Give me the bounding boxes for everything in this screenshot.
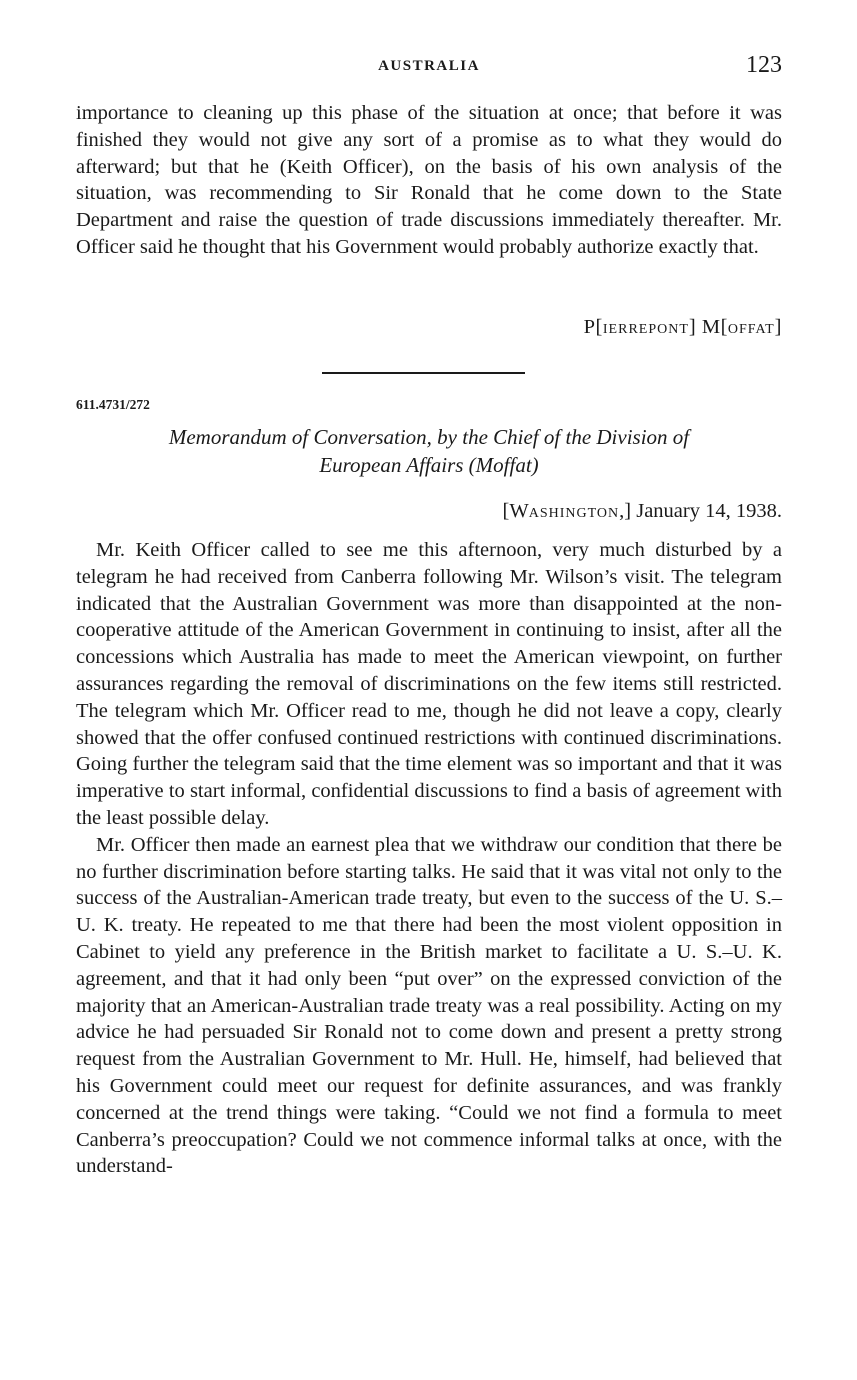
file-number: 611.4731/272 (76, 397, 150, 412)
dateline (503, 500, 782, 523)
document-title (76, 423, 782, 479)
body-paragraph: Mr. Officer then made an earnest plea that we withdraw our condition that there be no further discrimination before starting talks. He said that it was vital not only to the success of the Australian-American trade treaty, but even to the success of the U. S.–U. K. treaty. He repeated to me that there had been the most violent opposition in Cabinet to yield any preference in the British market to facilitate a U. S.–U. K. agreement, and that it had only been “put over” on the expressed conviction of the majority that an American-Australian trade treaty was a real possibility. Acting on my advice he had persuaded Sir Ronald not to come down and present a pretty strong request from the Australian Government to Mr. Hull. He, himself, had believed that his Government could meet our request for definite assurances, and was frankly concerned at the trend things were taking. “Could we not find a formula to meet Canberra’s preoccupation? Could we not commence informal talks at once, with the understand- (76, 833, 782, 1178)
document-title-line: European Affairs (Moffat) (319, 453, 539, 477)
dateline-suffix: ,] January 14, 1938. (619, 500, 782, 522)
intro-paragraph-block (76, 100, 782, 261)
body-paragraph: Mr. Keith Officer called to see me this afternoon, very much disturbed by a telegram he had received from Canberra following Mr. Wilson’s visit. The telegram indicated that the Australian Government was more than disappointed at the non-cooperative attitude of the American Government in continuing to insist, after all the concessions which Australia has made to meet the American viewpoint, on further assurances regarding the removal of discriminations on the few items still restricted. The telegram which Mr. Officer read to me, though he did not leave a copy, clearly showed that the offer confused continued restrictions with continued discriminations. Going further the telegram said that the time element was so important and that it was imperative to start informal, confidential discussions to find a basis of agreement with the least possible delay. (76, 539, 782, 829)
signature-part: ] (774, 316, 782, 338)
signature-smallcaps: IERREPONT (602, 322, 689, 337)
running-title: AUSTRALIA (378, 58, 480, 74)
intro-paragraph: importance to cleaning up this phase of the situation at once; that before it was finished they would not give any sort of a promise as to what they would do afterward; but that he (Keith Officer), on the basis of his own analysis of the situation, was recommending to Sir Ronald that he come down to the State Department and raise the question of trade discussions immediately thereafter. Mr. Officer said he thought that his Government would probably authorize exactly that. (76, 102, 782, 258)
page-number: 123 (746, 52, 782, 78)
document-title-line: Memorandum of Conversation, by the Chief of the Division of (168, 425, 690, 449)
running-header (76, 52, 782, 82)
dateline-prefix: [W (502, 500, 529, 522)
signature-part: P[ (583, 316, 603, 338)
signature (584, 316, 782, 339)
signature-part: ] M[ (688, 316, 728, 338)
section-divider (322, 372, 525, 374)
signature-smallcaps: OFFAT (727, 322, 775, 337)
memorandum-body (76, 537, 782, 1180)
dateline-smallcaps: ASHINGTON (528, 506, 620, 521)
